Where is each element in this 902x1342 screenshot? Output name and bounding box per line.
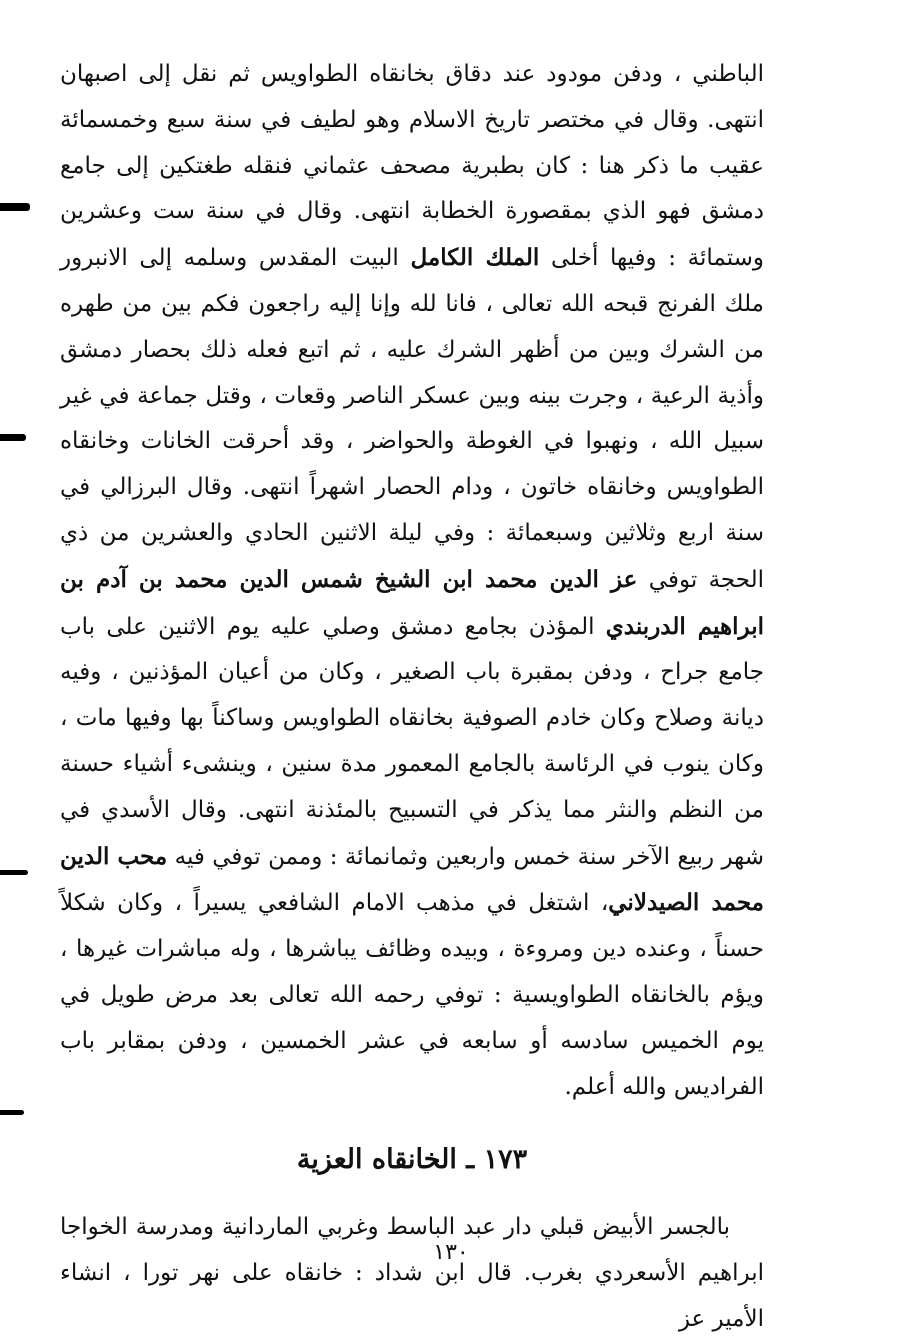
scan-mark [0,434,26,441]
section-paragraph: بالجسر الأبيض قبلي دار عبد الباسط وغربي الماردانية ومدرسة الخواجا ابراهيم الأسعردي بغرب. قال ابن شداد : خانقاه على نهر تورا ، انشاء الأمير عز [60,1214,764,1333]
paragraph-text: المؤذن بجامع دمشق وصلي عليه يوم الاثنين على باب جامع جراح ، ودفن بمقبرة باب الصغير ، وكان من أعيان المؤذنين ، وفيه ديانة وصلاح وكان خادم الصوفية بخانقاه الطواويس وساكناً بها وفيها مات ، وكان ينوب في الرئاسة بالجامع المعمور مدة سنين ، وينشىء أشياء حسنة من النظم والنثر مما يذكر في التسبيح بالمئذنة انتهى. وقال الأسدي في شهر ربيع الآخر سنة خمس واربعين وثمانمائة : وممن توفي فيه [60,613,765,870]
page-number: ١٣٠ [433,1240,469,1265]
scan-mark [0,870,28,875]
scan-mark [0,203,30,211]
paragraph-text: الباطني ، ودفن مودود عند دقاق بخانقاه الطواويس ثم نقل إلى اصبهان انتهى. وقال في مختصر تاريخ الاسلام وهو لطيف في سنة سبع وخمسمائة عقيب ما ذكر هنا : كان بطبرية مصحف عثماني فنقله طغتكين إلى جامع دمشق فهو الذي بمقصورة الخطابة انتهى. وقال في سنة ست وعشرين وستمائة : وفيها أخلى [60,61,765,272]
section-heading: ١٧٣ ـ الخانقاه العزية [296,1144,528,1176]
bold-name: عز الدين محمد ابن الشيخ شمس الدين محمد بن آدم بن ابراهيم الدربندي [60,565,765,640]
bold-name: الملك الكامل [410,244,540,272]
paragraph-text: البيت المقدس وسلمه إلى الانبرور ملك الفرنج قبحه الله تعالى ، فانا لله وإنا إليه راجعون فكم بين من طهره من الشرك وبين من أظهر الشرك عليه ، ثم اتبع فعله ذلك بحصار دمشق وأذية الرعية ، وجرت بينه وبين عسكر الناصر وقعات ، وقتل جماعة في غير سبيل الله ، ونهبوا في الغوطة والحواضر ، وقد أحرقت الخانات وخانقاه الطواويس وخانقاه خاتون ، ودام الحصار اشهراً انتهى. وقال البرزالي في سنة اربع وثلاثين وسبعمائة : وفي ليلة الاثنين الحادي والعشرين من ذي الحجة توفي [60,245,765,593]
paragraph-text: ، اشتغل في مذهب الامام الشافعي يسيراً ، وكان شكلاً حسناً ، وعنده دين ومروءة ، وبيده وظائف يباشرها ، وله مباشرات غيرها ، ويؤم بالخانقاه الطواويسية : توفي رحمه الله تعالى بعد مرض طويل في يوم الخميس سادسه أو سابعه في عشر الخمسين ، ودفن بمقابر باب الفراديس والله أعلم. [60,890,764,1100]
bold-name: محب الدين محمد الصيدلاني [60,842,764,917]
scan-mark [0,1110,24,1115]
page-content [60,52,764,1342]
body-paragraph [60,52,764,1110]
